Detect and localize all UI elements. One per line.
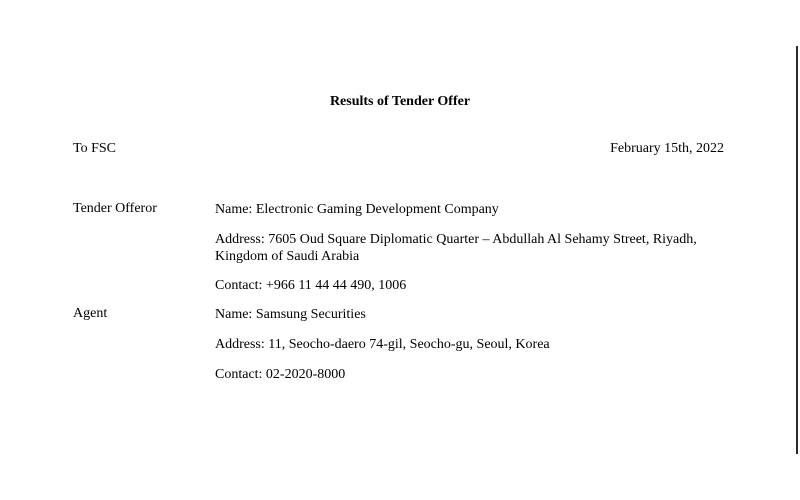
document-date: February 15th, 2022 — [610, 141, 724, 156]
tender-offeror-label: Tender Offeror — [73, 201, 157, 216]
agent-name: Name: Samsung Securities — [215, 307, 366, 322]
agent-address: Address: 11, Seocho-daero 74-gil, Seocho-gu, Seoul, Korea — [215, 337, 550, 352]
recipient: To FSC — [73, 141, 116, 156]
tender-offeror-address: Address: 7605 Oud Square Diplomatic Quarter – Abdullah Al Sehamy Street, Riyadh, Kingdom of Saudi Arabia — [215, 232, 697, 264]
tender-offeror-name: Name: Electronic Gaming Development Company — [215, 202, 499, 217]
tender-offeror-contact: Contact: +966 11 44 44 490, 1006 — [215, 278, 407, 293]
agent-label: Agent — [73, 306, 108, 321]
agent-contact: Contact: 02-2020-8000 — [215, 367, 346, 382]
document-title: Results of Tender Offer — [329, 94, 471, 109]
